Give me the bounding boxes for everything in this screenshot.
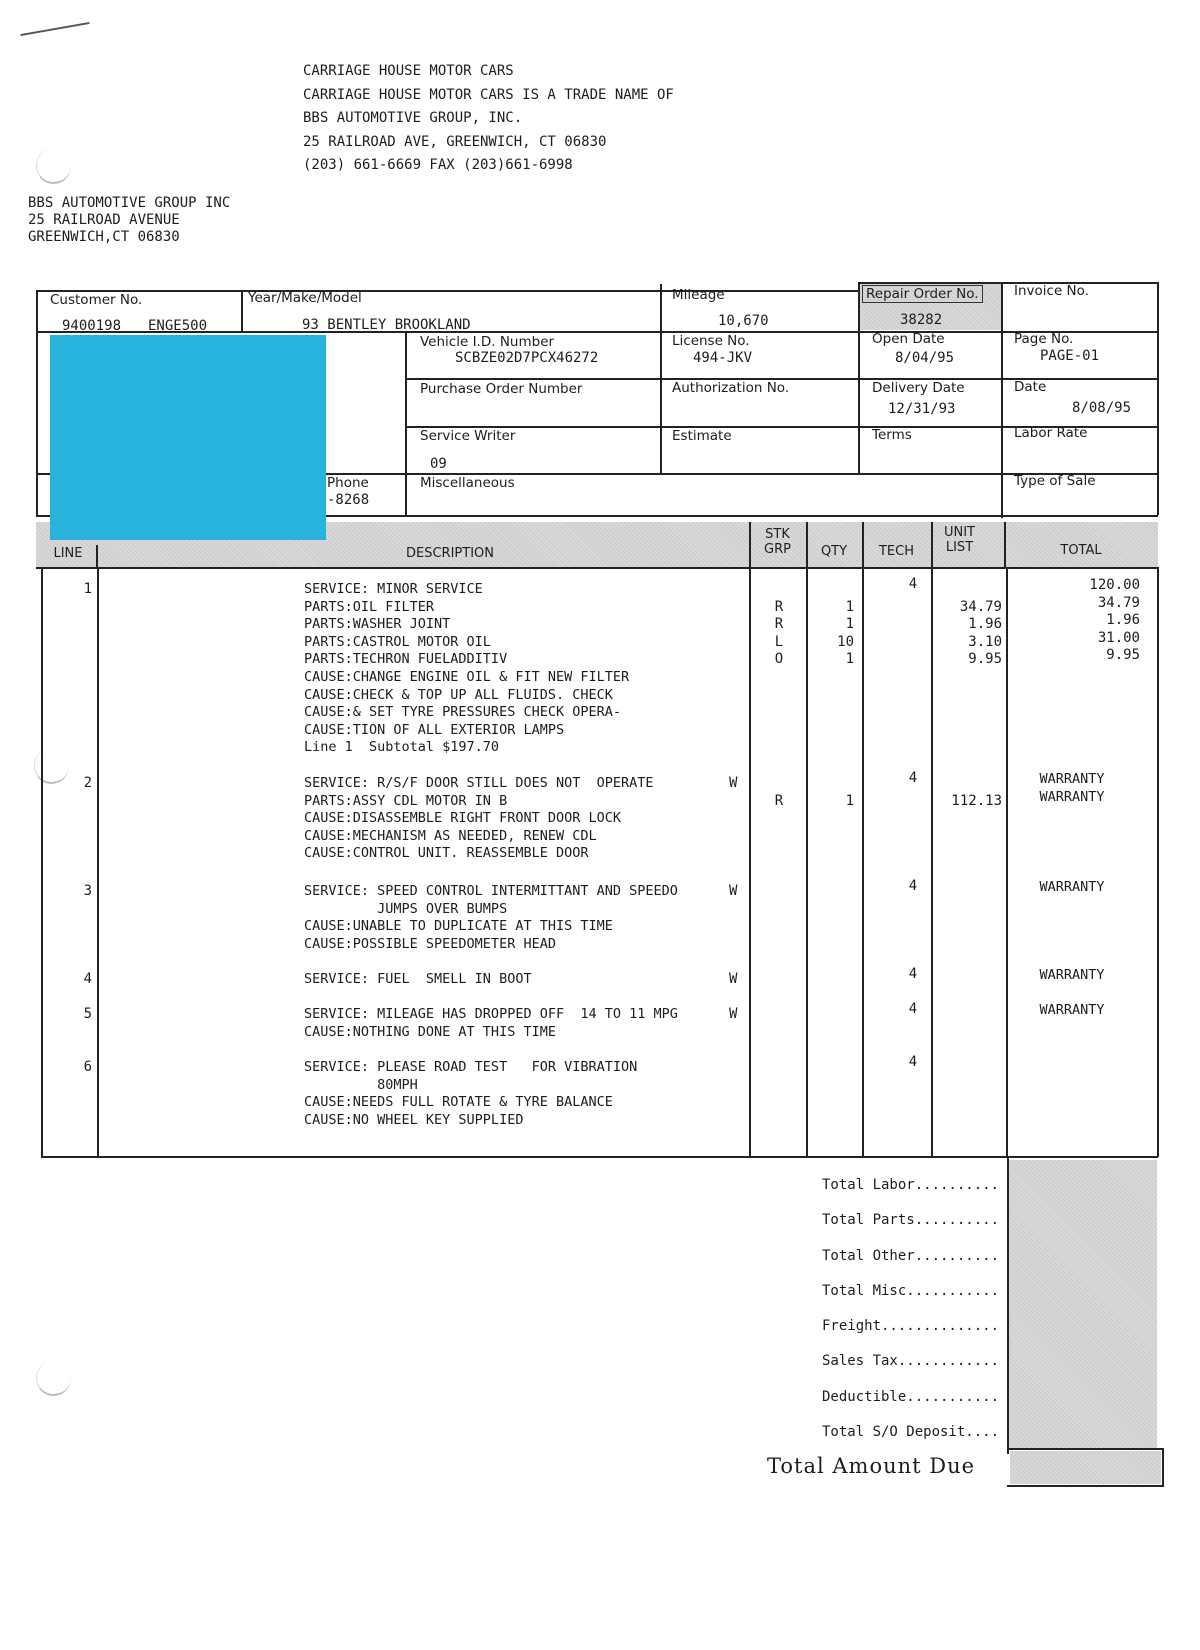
customer-no: 9400198 xyxy=(62,318,122,334)
line-description: SERVICE: SPEED CONTROL INTERMITTANT AND SPEEDO xyxy=(304,883,678,899)
unit-list: 9.95 xyxy=(968,651,1002,668)
dealer-line: BBS AUTOMOTIVE GROUP, INC. xyxy=(303,110,523,126)
delivery-date-label: Delivery Date xyxy=(872,380,965,396)
date-value: 8/08/95 xyxy=(1072,400,1132,416)
customer-code: ENGE500 xyxy=(148,318,208,334)
line-description: CAUSE:CHECK & TOP UP ALL FLUIDS. CHECK xyxy=(304,686,613,703)
line-description: CAUSE:NEEDS FULL ROTATE & TYRE BALANCE xyxy=(304,1094,613,1111)
dealer-line: CARRIAGE HOUSE MOTOR CARS xyxy=(303,63,514,79)
date-label: Date xyxy=(1014,379,1047,395)
unit-list: 1.96 xyxy=(968,616,1002,633)
line-description: PARTS:ASSY CDL MOTOR IN B xyxy=(304,792,508,809)
line-description: CAUSE:CONTROL UNIT. REASSEMBLE DOOR xyxy=(304,845,589,862)
col-stk-grp: STK GRP xyxy=(764,527,791,557)
estimate-label: Estimate xyxy=(672,428,732,444)
unit-list: 112.13 xyxy=(951,792,1002,809)
line-description: 80MPH xyxy=(304,1076,418,1093)
line-total: 120.00 xyxy=(1089,577,1140,593)
line-description: CAUSE:POSSIBLE SPEEDOMETER HEAD xyxy=(304,935,556,952)
customer-no-label: Customer No. xyxy=(50,292,143,308)
terms-label: Terms xyxy=(872,427,912,443)
line-total: 1.96 xyxy=(1106,612,1140,629)
dealer-line: (203) 661-6669 FAX (203)661-6998 xyxy=(303,157,573,173)
warranty-flag: W xyxy=(729,883,738,899)
license-label: License No. xyxy=(672,333,750,349)
bill-to-address xyxy=(28,195,230,246)
stk-grp: R xyxy=(774,792,784,809)
line-description: JUMPS OVER BUMPS xyxy=(304,900,508,917)
line-number: 4 xyxy=(83,971,92,987)
line-description: PARTS:OIL FILTER xyxy=(304,598,435,615)
line-total: WARRANTY xyxy=(1039,1002,1105,1018)
page-no-value: PAGE-01 xyxy=(1040,348,1100,364)
ymm-value: 93 BENTLEY BROOKLAND xyxy=(302,317,471,333)
line-total: 31.00 xyxy=(1097,629,1140,646)
authorization-label: Authorization No. xyxy=(672,380,790,396)
dealer-header xyxy=(303,60,674,178)
punch-hole-mark xyxy=(36,148,71,184)
warranty-flag: W xyxy=(729,775,738,791)
line-number: 2 xyxy=(83,775,92,791)
line-number: 5 xyxy=(83,1006,92,1022)
line-description: PARTS:WASHER JOINT xyxy=(304,616,451,633)
line-total: WARRANTY xyxy=(1039,788,1105,805)
qty: 1 xyxy=(845,651,854,668)
qty: 1 xyxy=(845,792,854,809)
line-description: CAUSE:NOTHING DONE AT THIS TIME xyxy=(304,1023,556,1040)
total-label: Total S/O Deposit.... xyxy=(822,1424,1000,1440)
line-description: CAUSE:MECHANISM AS NEEDED, RENEW CDL xyxy=(304,827,597,844)
line-total: WARRANTY xyxy=(1039,879,1105,895)
pen-mark xyxy=(20,22,89,36)
tech: 4 xyxy=(908,576,918,592)
miscellaneous-label: Miscellaneous xyxy=(420,475,515,491)
type-of-sale-label: Type of Sale xyxy=(1014,473,1096,489)
total-label: Total Labor.......... xyxy=(822,1177,1000,1193)
unit-list: 3.10 xyxy=(968,633,1002,650)
stk-grp: R xyxy=(774,616,784,633)
phone-value: -8268 xyxy=(327,492,370,508)
line-description: PARTS:TECHRON FUELADDITIV xyxy=(304,651,508,668)
tech: 4 xyxy=(908,770,918,786)
line-total: 9.95 xyxy=(1106,647,1140,664)
phone-label: Phone xyxy=(327,475,369,491)
bill-to-line: 25 RAILROAD AVENUE xyxy=(28,212,180,228)
line-number: 1 xyxy=(83,581,92,597)
amount-due-shade xyxy=(1010,1451,1161,1484)
vin-label: Vehicle I.D. Number xyxy=(420,334,555,350)
bill-to-line: BBS AUTOMOTIVE GROUP INC xyxy=(28,195,231,211)
tech: 4 xyxy=(908,966,918,982)
line-description: CAUSE:NO WHEEL KEY SUPPLIED xyxy=(304,1111,524,1128)
line-description: CAUSE:CHANGE ENGINE OIL & FIT NEW FILTER xyxy=(304,669,630,685)
delivery-date-value: 12/31/93 xyxy=(888,401,956,417)
total-label: Freight.............. xyxy=(822,1318,1000,1334)
total-label: Total Misc........... xyxy=(822,1283,1000,1299)
stk-grp: L xyxy=(774,633,784,650)
line-description: PARTS:CASTROL MOTOR OIL xyxy=(304,633,491,650)
col-total: TOTAL xyxy=(1060,543,1102,558)
stk-grp: O xyxy=(774,651,784,668)
page-no-label: Page No. xyxy=(1014,331,1074,347)
col-line: LINE xyxy=(53,546,83,561)
bill-to-line: GREENWICH,CT 06830 xyxy=(28,229,180,245)
line-description: CAUSE:UNABLE TO DUPLICATE AT THIS TIME xyxy=(304,918,613,935)
tech: 4 xyxy=(908,878,918,894)
col-tech: TECH xyxy=(878,544,914,559)
line-total: WARRANTY xyxy=(1039,771,1105,787)
labor-rate-label: Labor Rate xyxy=(1014,425,1088,441)
redaction-block xyxy=(50,335,326,540)
punch-hole-mark xyxy=(36,1360,71,1396)
line-total: WARRANTY xyxy=(1039,967,1105,983)
qty: 1 xyxy=(845,616,854,633)
line-number: 6 xyxy=(83,1059,92,1075)
invoice-label: Invoice No. xyxy=(1014,283,1089,299)
warranty-flag: W xyxy=(729,971,738,987)
tech: 4 xyxy=(908,1054,918,1070)
unit-list: 34.79 xyxy=(959,598,1002,615)
line-total: 34.79 xyxy=(1097,594,1140,611)
line-description: CAUSE:TION OF ALL EXTERIOR LAMPS xyxy=(304,721,565,738)
license-value: 494-JKV xyxy=(693,350,753,366)
line-description: SERVICE: R/S/F DOOR STILL DOES NOT OPERATE xyxy=(304,775,654,791)
tech: 4 xyxy=(908,1001,918,1017)
total-label: Total Other.......... xyxy=(822,1248,1000,1264)
total-label: Total Parts.......... xyxy=(822,1212,1000,1228)
po-label: Purchase Order Number xyxy=(420,381,583,397)
vin-value: SCBZE02D7PCX46272 xyxy=(455,350,599,366)
ro-value: 38282 xyxy=(900,312,943,328)
qty: 1 xyxy=(845,598,854,615)
col-description: DESCRIPTION xyxy=(406,546,494,561)
line-description: Line 1 Subtotal $197.70 xyxy=(304,739,500,756)
open-date-value: 8/04/95 xyxy=(895,350,955,366)
line-description: SERVICE: PLEASE ROAD TEST FOR VIBRATION xyxy=(304,1059,638,1075)
open-date-label: Open Date xyxy=(872,331,945,347)
dealer-line: CARRIAGE HOUSE MOTOR CARS IS A TRADE NAME OF xyxy=(303,86,674,103)
line-description: SERVICE: MINOR SERVICE xyxy=(304,581,483,597)
qty: 10 xyxy=(837,633,854,650)
total-label: Sales Tax............ xyxy=(822,1353,1000,1369)
line-description: SERVICE: MILEAGE HAS DROPPED OFF 14 TO 11 MPG xyxy=(304,1006,678,1022)
col-qty: QTY xyxy=(820,544,848,559)
line-description: SERVICE: FUEL SMELL IN BOOT xyxy=(304,971,532,987)
ro-label: Repair Order No. xyxy=(862,285,983,303)
totals-shade xyxy=(1008,1160,1157,1450)
mileage-value: 10,670 xyxy=(718,313,769,329)
dealer-line: 25 RAILROAD AVE, GREENWICH, CT 06830 xyxy=(303,133,607,150)
warranty-flag: W xyxy=(729,1006,738,1022)
line-description: CAUSE:& SET TYRE PRESSURES CHECK OPERA- xyxy=(304,704,621,721)
line-description: CAUSE:DISASSEMBLE RIGHT FRONT DOOR LOCK xyxy=(304,810,621,827)
stk-grp: R xyxy=(774,598,784,615)
service-writer-value: 09 xyxy=(430,456,447,472)
service-writer-label: Service Writer xyxy=(420,428,516,444)
total-label: Deductible........... xyxy=(822,1389,1000,1405)
mileage-label: Mileage xyxy=(672,287,725,303)
amount-due-label: Total Amount Due xyxy=(767,1454,976,1478)
line-number: 3 xyxy=(83,883,92,899)
ymm-label: Year/Make/Model xyxy=(248,290,362,306)
col-unit-list: UNIT LIST xyxy=(943,525,975,555)
